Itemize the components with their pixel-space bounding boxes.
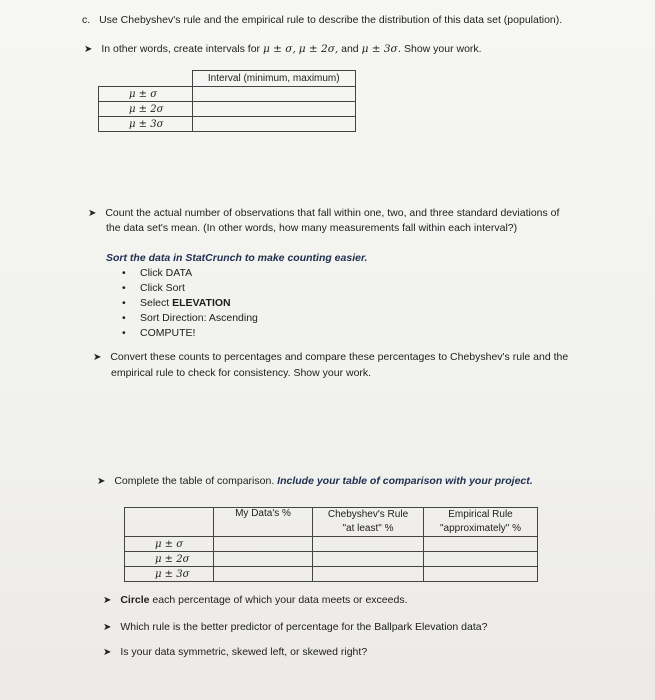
interval-3-symbol: μ ± 3σ. xyxy=(361,43,402,55)
interval-table xyxy=(98,70,356,132)
interval-answer-cell[interactable] xyxy=(192,102,356,117)
comparison-row-label: μ ± 3σ xyxy=(125,567,214,582)
chebyshev-header-line-2: "at least" % xyxy=(342,523,394,534)
convert-line-1: Convert these counts to percentages and compare these percentages to Chebyshev's rule and the xyxy=(110,351,569,363)
interval-row-label: μ ± 3σ xyxy=(99,117,193,132)
comparison-emphasis: Include your table of comparison with your project. xyxy=(277,475,533,487)
bullet-icon: • xyxy=(122,267,126,279)
question-text: each percentage of which your data meets or exceeds. xyxy=(149,594,408,606)
sort-heading: Sort the data in StatCrunch to make counting easier. xyxy=(106,252,368,264)
question-text: Is your data symmetric, skewed left, or skewed right? xyxy=(120,646,368,658)
list-item: • Click DATA xyxy=(122,267,193,279)
interval-row-label: μ ± σ xyxy=(99,87,193,102)
comparison-row-label: μ ± σ xyxy=(125,537,214,552)
chebyshev-header xyxy=(313,508,424,537)
interval-1-symbol: μ ± σ, xyxy=(262,43,296,55)
question-bold: Circle xyxy=(120,594,150,606)
interval-answer-cell[interactable] xyxy=(192,87,356,102)
convert-instruction xyxy=(93,350,568,365)
convert-line-2: empirical rule to check for consistency. Show your work. xyxy=(111,367,372,379)
comparison-intro: Complete the table of comparison. xyxy=(114,475,275,487)
chebyshev-cell[interactable] xyxy=(313,537,424,552)
empirical-cell[interactable] xyxy=(424,567,538,582)
arrow-bullet-icon: ➤ xyxy=(93,352,102,363)
count-line-2: the data set's mean. (In other words, how many measurements fall within each interval?) xyxy=(106,222,518,234)
arrow-bullet-icon: ➤ xyxy=(103,647,112,658)
empirical-cell[interactable] xyxy=(424,552,538,567)
question-text: Which rule is the better predictor of percentage for the Ballpark Elevation data? xyxy=(120,621,488,633)
my-data-cell[interactable] xyxy=(214,552,313,567)
part-c-label: c. xyxy=(82,14,91,26)
bullet-icon: • xyxy=(122,327,126,339)
question-better-predictor xyxy=(103,620,487,635)
list-item: • Sort Direction: Ascending xyxy=(122,312,258,324)
my-data-header: My Data's % xyxy=(214,508,313,537)
comparison-instruction xyxy=(97,474,533,489)
arrow-bullet-icon: ➤ xyxy=(103,622,112,633)
part-c-heading xyxy=(82,13,562,28)
sort-steps-list xyxy=(122,266,258,341)
comparison-row-label: μ ± 2σ xyxy=(125,552,214,567)
chebyshev-cell[interactable] xyxy=(313,567,424,582)
arrow-bullet-icon: ➤ xyxy=(88,208,97,219)
empirical-header-line-1: Empirical Rule xyxy=(448,509,513,520)
bullet-icon: • xyxy=(122,312,126,324)
part-c-text: Use Chebyshev's rule and the empirical rule to describe the distribution of this data set (population). xyxy=(99,14,563,26)
intervals-prefix: In other words, create intervals for xyxy=(101,43,261,55)
count-instruction xyxy=(88,206,559,221)
comparison-table xyxy=(124,507,538,582)
chebyshev-cell[interactable] xyxy=(313,552,424,567)
bullet-icon: • xyxy=(122,282,126,294)
interval-2-symbol: μ ± 2σ, xyxy=(298,43,339,55)
empirical-cell[interactable] xyxy=(424,537,538,552)
intervals-suffix: Show your work. xyxy=(403,43,482,55)
arrow-bullet-icon: ➤ xyxy=(103,595,112,606)
question-circle xyxy=(103,593,407,608)
interval-answer-cell[interactable] xyxy=(192,117,356,132)
interval-row-label: μ ± 2σ xyxy=(99,102,193,117)
intervals-instruction xyxy=(84,42,482,57)
list-item: • COMPUTE! xyxy=(122,327,196,339)
question-symmetry xyxy=(103,645,367,660)
chebyshev-header-line-1: Chebyshev's Rule xyxy=(327,509,409,520)
my-data-cell[interactable] xyxy=(214,567,313,582)
my-data-cell[interactable] xyxy=(214,537,313,552)
arrow-bullet-icon: ➤ xyxy=(97,476,106,487)
empirical-header xyxy=(424,508,538,537)
count-line-1: Count the actual number of observations that fall within one, two, and three standard deviations of xyxy=(105,207,560,219)
interval-header: Interval (minimum, maximum) xyxy=(192,71,356,87)
empirical-header-line-2: "approximately" % xyxy=(439,523,522,534)
list-item: • Select ELEVATION xyxy=(122,297,231,309)
intervals-and: and xyxy=(341,43,359,55)
list-item: • Click Sort xyxy=(122,282,185,294)
bullet-icon: • xyxy=(122,297,126,309)
arrow-bullet-icon: ➤ xyxy=(84,44,93,55)
